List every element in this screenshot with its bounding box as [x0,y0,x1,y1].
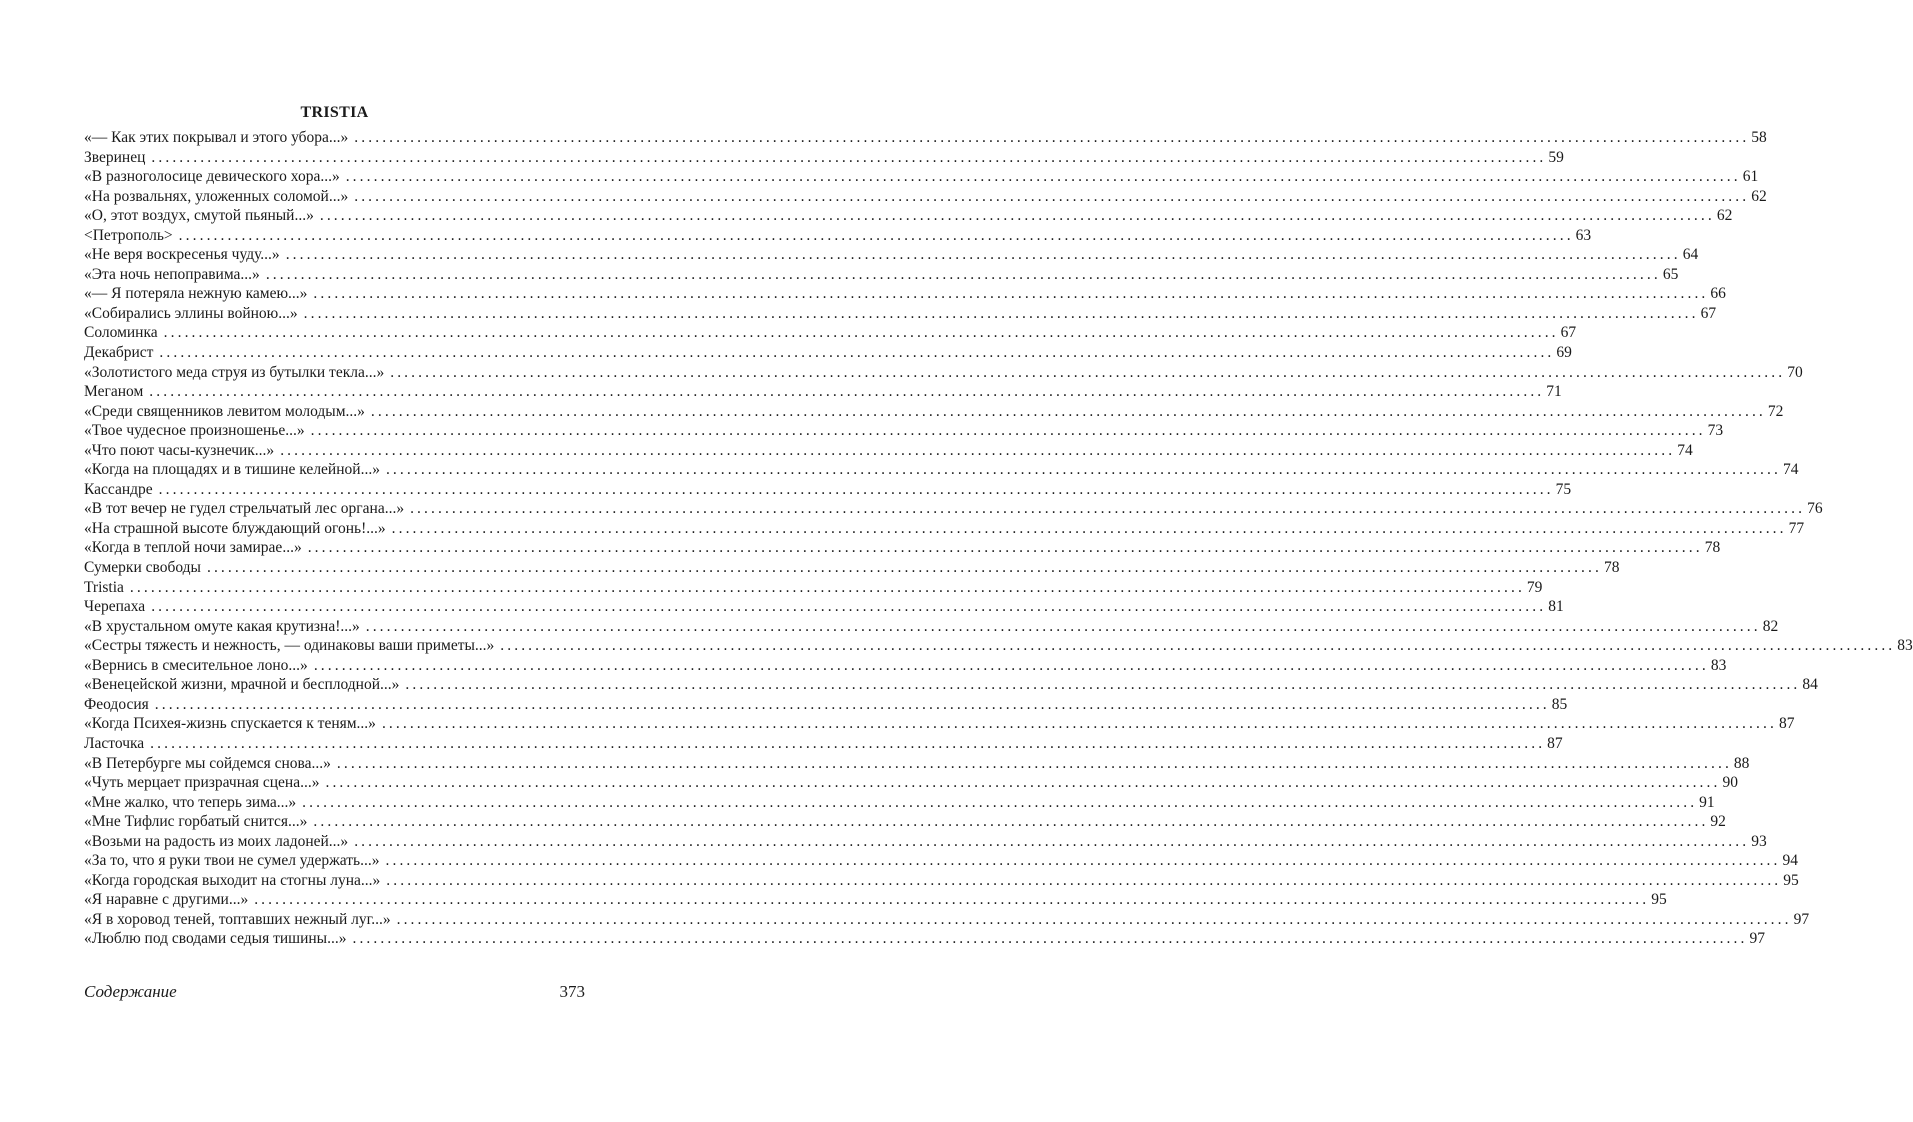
toc-entry-title: Зверинец [84,148,146,166]
toc-entry [84,597,1564,617]
toc-entry-page: 67 [1700,304,1717,322]
toc-entry [84,832,1767,852]
toc-entry-page: 76 [1807,500,1823,518]
toc-entry [84,636,1913,656]
toc-entry-title: «Что поют часы-кузнечик...» [84,441,275,459]
dot-leader: ........................................................................................................................................................................................................ [158,480,1554,498]
dot-leader: ........................................................................................................................................................................................................ [280,441,1676,459]
toc-entry-page: 87 [1778,715,1795,733]
toc-entry-title: «— Я потеряла нежную камею...» [84,285,308,303]
toc-entry-page: 93 [1751,832,1767,850]
toc-entry-title: «Я в хоровод теней, топтавших нежный луг...» [84,910,391,928]
toc-entry [84,538,1721,558]
dot-leader: ........................................................................................................................................................................................................ [151,148,1547,166]
toc-entry-title: «Не веря воскресенья чуду...» [84,246,280,264]
toc-entry-page: 78 [1704,539,1721,557]
toc-entry-page: 84 [1802,676,1818,694]
toc-entry [84,734,1563,754]
toc-entry-page: 62 [1751,187,1767,205]
toc-entry-title: «На розвальнях, уложенных соломой...» [84,187,349,205]
toc-entry [84,265,1679,285]
toc-entry [84,714,1795,734]
toc-entry [84,675,1818,695]
toc-entry-title: «О, этот воздух, смутой пьяный...» [84,207,314,225]
dot-leader: ........................................................................................................................................................................................................ [319,207,1715,225]
dot-leader: ........................................................................................................................................................................................................ [391,519,1787,537]
dot-leader: ........................................................................................................................................................................................................ [386,871,1782,889]
toc-entry-page: 90 [1722,774,1738,792]
toc-entry-page: 74 [1782,461,1799,479]
toc-entry-page: 83 [1897,637,1913,655]
dot-leader: ........................................................................................................................................................................................................ [313,285,1709,303]
toc-entry-title: Ласточка [84,734,145,752]
toc-entry [84,929,1765,949]
toc-entry [84,499,1823,519]
toc-entry-title: «Эта ночь непоправима...» [84,265,260,283]
toc-entry-page: 81 [1548,598,1564,616]
toc-entry-page: 67 [1560,324,1577,342]
toc-entry-title: «Венецейской жизни, мрачной и бесплодной...» [84,676,400,694]
dot-leader: ........................................................................................................................................................................................................ [365,617,1761,635]
toc-entry-title: «Я наравне с другими...» [84,891,249,909]
toc-entry-page: 95 [1651,891,1667,909]
dot-leader: ........................................................................................................................................................................................................ [129,578,1525,596]
toc-entry-title: Tristia [84,578,124,596]
toc-entry [84,382,1562,402]
toc-entry-title: «Когда на площадях и в тишине келейной...» [84,461,380,479]
toc-entry [84,695,1568,715]
dot-leader: ........................................................................................................................................................................................................ [325,774,1721,792]
toc-entry [84,343,1572,363]
toc-entry-title: <Петрополь> [84,226,173,244]
toc-entry-page: 87 [1547,734,1563,752]
toc-entry-title: «За то, что я руки твои не сумел удержать...» [84,852,380,870]
toc-entry-page: 70 [1787,363,1803,381]
toc-entry [84,812,1726,832]
toc-entry-page: 58 [1751,129,1767,146]
toc-entry [84,304,1717,324]
table-of-contents [84,128,1913,949]
dot-leader: ........................................................................................................................................................................................................ [410,500,1806,518]
toc-entry-page: 95 [1783,871,1799,889]
toc-entry-title: «Сестры тяжесть и нежность, — одинаковы ваши приметы...» [84,637,495,655]
toc-entry-page: 63 [1575,226,1592,244]
dot-leader: ........................................................................................................................................................................................................ [354,832,1750,850]
dot-leader: ........................................................................................................................................................................................................ [254,891,1650,909]
toc-entry-page: 92 [1710,813,1726,831]
toc-entry-title: «Возьми на радость из моих ладоней...» [84,832,349,850]
dot-leader: ........................................................................................................................................................................................................ [150,734,1546,752]
toc-entry [84,460,1799,480]
toc-entry [84,851,1798,871]
dot-leader: ........................................................................................................................................................................................................ [178,226,1574,244]
dot-leader: ........................................................................................................................................................................................................ [370,402,1766,420]
toc-entry-page: 91 [1699,793,1715,811]
toc-entry-title: «Золотистого меда струя из бутылки текла...» [84,363,385,381]
toc-entry-title: «На страшной высоте блуждающий огонь!...» [84,519,386,537]
toc-entry-title: «Вернись в смесительное лоно...» [84,656,308,674]
toc-entry-page: 82 [1762,617,1779,635]
toc-entry-title: «В хрустальном омуте какая крутизна!...» [84,617,360,635]
page-footer [84,982,585,1002]
toc-entry [84,187,1767,207]
toc-entry-page: 77 [1788,519,1805,537]
dot-leader: ........................................................................................................................................................................................................ [149,383,1545,401]
toc-entry-title: «В тот вечер не гудел стрельчатый лес органа...» [84,500,405,518]
toc-entry [84,284,1726,304]
toc-entry-page: 97 [1793,910,1810,928]
dot-leader: ........................................................................................................................................................................................................ [381,715,1777,733]
dot-leader: ........................................................................................................................................................................................................ [390,363,1786,381]
toc-entry-page: 85 [1551,695,1568,713]
toc-entry-page: 97 [1749,930,1765,948]
toc-entry-page: 61 [1742,168,1759,186]
dot-leader: ........................................................................................................................................................................................................ [285,246,1681,264]
dot-leader: ........................................................................................................................................................................................................ [310,422,1706,440]
toc-entry-title: Меганом [84,383,144,401]
toc-entry-title: «Когда в теплой ночи замирае...» [84,539,302,557]
toc-entry-title: «Мне жалко, что теперь зима...» [84,793,297,811]
toc-entry [84,656,1727,676]
toc-entry-page: 73 [1707,422,1724,440]
toc-entry-page: 64 [1682,246,1699,264]
section-title: TRISTIA [300,104,369,121]
toc-entry [84,245,1699,265]
toc-entry-title: «Чуть мерцает призрачная сцена...» [84,774,320,792]
dot-leader: ........................................................................................................................................................................................................ [354,187,1750,205]
toc-entry-page: 75 [1555,480,1572,498]
toc-entry [84,754,1750,774]
toc-entry-title: «В разноголосице девического хора...» [84,168,340,186]
dot-leader: ........................................................................................................................................................................................................ [345,168,1741,186]
toc-entry [84,480,1572,500]
toc-entry [84,148,1564,168]
toc-entry-page: 69 [1556,344,1572,362]
dot-leader: ........................................................................................................................................................................................................ [307,539,1703,557]
dot-leader: ........................................................................................................................................................................................................ [313,813,1709,831]
toc-entry [84,167,1759,187]
dot-leader: ........................................................................................................................................................................................................ [385,461,1781,479]
toc-entry [84,558,1620,578]
toc-entry-title: «Когда Психея-жизнь спускается к теням...» [84,715,376,733]
dot-leader: ........................................................................................................................................................................................................ [154,695,1550,713]
toc-entry-page: 62 [1716,207,1733,225]
toc-entry-page: 66 [1710,285,1726,303]
toc-entry [84,890,1667,910]
dot-leader: ........................................................................................................................................................................................................ [163,324,1559,342]
toc-entry [84,421,1724,441]
toc-entry [84,519,1805,539]
page-number: 373 [559,982,585,1001]
toc-entry-page: 79 [1526,578,1543,596]
toc-entry [84,206,1733,226]
toc-entry [84,323,1577,343]
toc-entry-title: «Собирались эллины войною...» [84,304,298,322]
toc-entry-title: Соломинка [84,324,158,342]
toc-entry [84,793,1715,813]
dot-leader: ........................................................................................................................................................................................................ [151,598,1547,616]
toc-entry-title: «Мне Тифлис горбатый снится...» [84,813,308,831]
dot-leader: ........................................................................................................................................................................................................ [313,656,1709,674]
toc-entry-title: Сумерки свободы [84,559,201,577]
toc-entry-page: 59 [1548,148,1564,166]
dot-leader: ........................................................................................................................................................................................................ [265,265,1661,283]
dot-leader: ........................................................................................................................................................................................................ [354,129,1750,146]
toc-entry-title: «Когда городская выходит на стогны луна...» [84,871,381,889]
dot-leader: ........................................................................................................................................................................................................ [206,559,1602,577]
toc-entry-title: «Среди священников левитом молодым...» [84,402,365,420]
dot-leader: ........................................................................................................................................................................................................ [385,852,1781,870]
toc-entry [84,226,1592,246]
toc-entry-title: «— Как этих покрывал и этого убора...» [84,129,349,146]
toc-entry-title: Феодосия [84,695,149,713]
dot-leader: ........................................................................................................................................................................................................ [500,637,1896,655]
toc-entry-page: 78 [1603,559,1620,577]
toc-entry-title: «Люблю под сводами седыя тишины...» [84,930,347,948]
dot-leader: ........................................................................................................................................................................................................ [159,344,1555,362]
toc-entry [84,441,1693,461]
toc-entry [84,578,1543,598]
toc-entry-page: 83 [1710,656,1727,674]
running-head: Содержание [84,982,177,1001]
toc-entry [84,402,1784,422]
dot-leader: ........................................................................................................................................................................................................ [303,304,1699,322]
toc-entry-page: 71 [1546,383,1562,401]
dot-leader: ........................................................................................................................................................................................................ [302,793,1698,811]
dot-leader: ........................................................................................................................................................................................................ [396,910,1792,928]
toc-entry-title: Черепаха [84,598,146,616]
toc-entry-page: 94 [1782,852,1798,870]
toc-entry-page: 72 [1767,402,1784,420]
toc-entry-title: «В Петербурге мы сойдемся снова...» [84,754,331,772]
toc-entry [84,773,1738,793]
dot-leader: ........................................................................................................................................................................................................ [352,930,1748,948]
toc-entry [84,871,1799,891]
toc-entry-page: 74 [1677,441,1693,459]
dot-leader: ........................................................................................................................................................................................................ [336,754,1732,772]
toc-entry-title: Декабрист [84,344,154,362]
toc-entry-page: 65 [1662,265,1679,283]
toc-entry [84,617,1779,637]
toc-entry-title: Кассандре [84,480,153,498]
toc-entry [84,910,1810,930]
toc-entry-page: 88 [1733,754,1750,772]
toc-entry [84,363,1803,383]
toc-entry [84,128,1767,148]
dot-leader: ........................................................................................................................................................................................................ [405,676,1801,694]
toc-entry-title: «Твое чудесное произношенье...» [84,422,305,440]
